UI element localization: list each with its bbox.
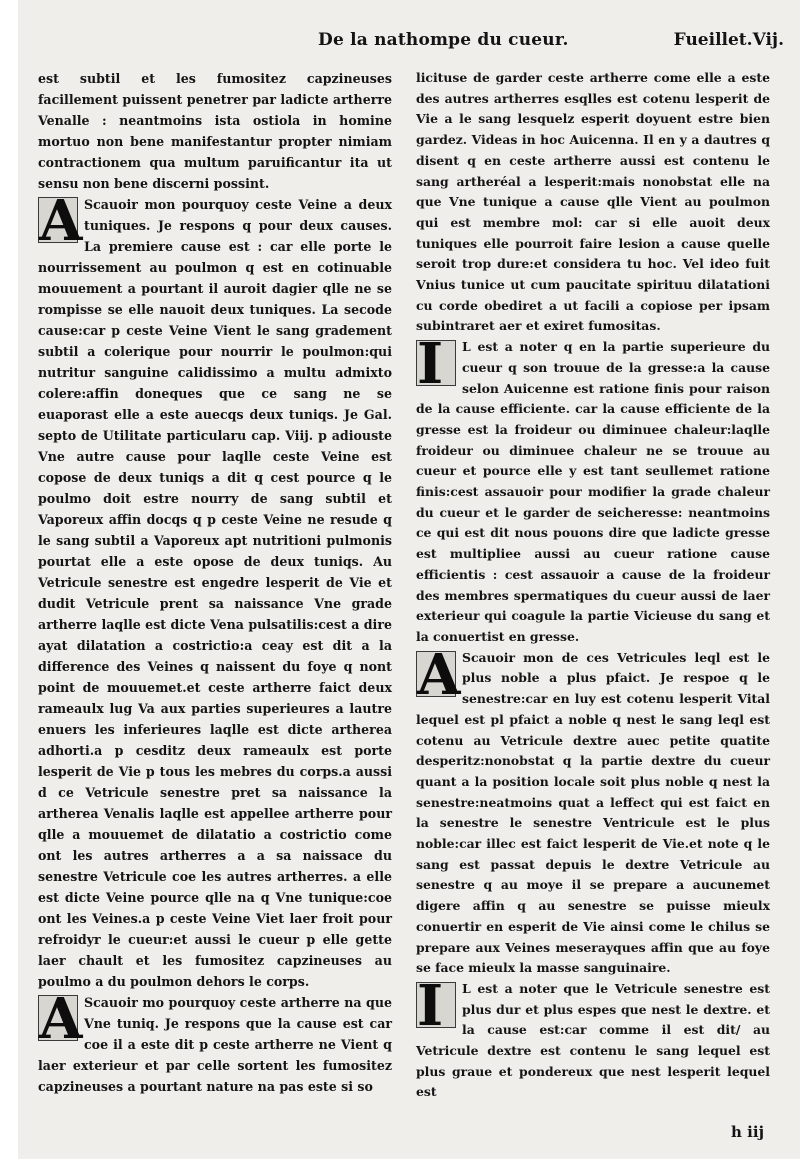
drop-cap: A bbox=[417, 641, 461, 708]
paragraph-text: L est a noter q en la partie superieure du cueur q son trouue de la gresse:a la cause selon Auicenne est ratione finis pour raison de la cause efficiente. car la cause efficiente de la gresse est la froideur ou diminuee chaleur:laqlle froideur ou diminuee chaleur ne se trouue au cueur et pource elle y est tant seullemet ratione finis:cest assauoir pour modifier la grade chaleur du cueur et le garder de seicheresse: neantmoins ce qui est dit nous pouons dire que ladicte gresse est multipliee aussi au cueur ratione cause efficientis : cest assauoir a cause de la froideur des membres spermatiques du cueur aussi de laer exterieur qui coagule la partie Vicieuse du sang et la conuertist en gresse. bbox=[416, 339, 770, 644]
left-column bbox=[38, 68, 392, 1097]
drop-cap: A bbox=[39, 188, 83, 254]
paragraph bbox=[416, 972, 770, 1103]
drop-cap: A bbox=[39, 986, 83, 1052]
drop-cap: I bbox=[416, 340, 456, 386]
paragraph: licituse de garder ceste artherre come elle a este des autres artherres esqlles est cotenu lesperit de Vie a le sang lesquelz esperit doyuent estre bien gardez. Videas in hoc Auicenna. Il en y a dautres q disent q en ceste artherre aussi est contenu le sang artheréal a lesperit:mais nonobstat elle na que Vne tunique a cause qlle Vient au poulmon qui est membre mol: car si elle auoit deux tuniques elle pourroit faire lesion a cause quelle seroit trop dure:et considera tu hoc. Vel ideo fuit Vnius tunice ut cum paucitate spirituu dilatationi cu corde obediret a ut facili a copiose per ipsam subintraret aer et exiret fumositas. bbox=[416, 70, 770, 334]
drop-cap: I bbox=[416, 982, 456, 1028]
signature-mark: h iij bbox=[731, 1123, 764, 1141]
running-title: De la nathompe du cueur. bbox=[318, 30, 569, 50]
paragraph bbox=[38, 986, 392, 1097]
paragraph-text: Scauoir mon de ces Vetricules leql est le plus noble a plus pfaict. Je respoe q le senestre:car en luy est cotenu lesperit Vital lequel est pl pfaict a noble q nest le sang leql est cotenu au Vetricule dextre auec petite quatite desperitz:nonobstat q la partie dextre du cueur quant a la position locale soit plus noble q nest la senestre:neatmoins quat a leffect qui est faict en la senestre le senestre Ventricule est le plus noble:car illec est faict lesperit de Vie.et note q le sang est passat depuis le dextre Vetricule au senestre q au moye il se prepare a aucunemet digere affin q au senestre se puisse mieulx conuertir en esperit de Vie ainsi come le chilus se prepare aux Veines meserayques affin que au foye se face mieulx la masse sanguinaire. bbox=[416, 649, 770, 976]
paragraph bbox=[416, 641, 770, 979]
right-column bbox=[416, 68, 770, 1103]
paragraph-text: Scauoir mo pourquoy ceste artherre na que Vne tuniq. Je respons que la cause est car coe il a este dit p ceste artherre ne Vient q laer exterieur et par celle sortent les fumositez capzineuses a pourtant nature na pas este si so bbox=[38, 995, 392, 1094]
paragraph bbox=[38, 188, 392, 992]
paragraph-text: Scauoir mon pourquoy ceste Veine a deux tuniques. Je respons q pour deux causes. La premiere cause est : car elle porte le nourrissement au poulmon q est en cotinuable mouuement a pourtant il auroit dagier qlle ne se rompisse se elle nauoit deux tuniques. La secode cause:car p ceste Veine Vient le sang gradement subtil a colerique pour nourrir le poulmon:qui nutritur sanguine calidissimo a multu admixto colere:affin doneques que ce sang ne se euaporast elle a este auecqs deux tuniqs. Je Gal. septo de Utilitate particularu cap. Viij. p adiouste Vne autre cause pour laqlle ceste Veine est copose de deux tuniqs a dit q cest pource q le poulmo doit estre nourry de sang subtil et Vaporeux affin docqs q p ceste Veine ne resude q le sang subtil a Vaporeux apt nutritioni pulmonis pourtat elle a este opose de deux tuniqs. Au Vetricule senestre est engedre lesperit de Vie et dudit Vetricule prent sa naissance Vne grade artherre laqlle est dicte Vena pulsatilis:cest a dire ayat dilatation a costrictio:a ceay est dit a la difference des Veines q naissent du foye q nont point de mouuemet.et ceste artherre faict deux rameaulx lug Va aux parties superieures a lautre enuers les inferieures laqlle est dicte artherea adhorti.a p cesditz deux rameaulx est porte lesperit de Vie p tous les mebres du corps.a aussi d ce Vetricule senestre pret sa naissance la artherea Venalis laqlle est appellee artherre pour qlle a mouuemet de dilatatio a costrictio come ont les autres artherres a a sa naissace du senestre Vetricule coe les autres artherres. a elle est dicte Veine pource qlle na q Vne tunique:coe ont les Veines.a p ceste Veine Viet laer froit pour refroidyr le cueur:et aussi le cueur p elle gette laer chault et les fumositez capzineuses au poulmo a du poulmon dehors le corps. bbox=[38, 197, 392, 989]
scanned-page bbox=[18, 0, 800, 1159]
paragraph: est subtil et les fumositez capzineuses facillement puissent penetrer par ladicte artherre Venalle : neantmoins ista ostiola in homine mortuo non bene manifestantur propter nimiam contractionem qua multum paruificantur ita ut sensu non bene discerni possint. bbox=[38, 71, 392, 191]
folio-number: Fueillet.Vij. bbox=[673, 30, 784, 50]
paragraph bbox=[416, 331, 770, 648]
paragraph-text: L est a noter que le Vetricule senestre est plus dur et plus espes que nest le dextre. et la cause est:car comme il est dit/ au Vetricule dextre est contenu le sang lequel est plus graue et pondereux que nest lesperit lequel est bbox=[416, 980, 770, 1100]
